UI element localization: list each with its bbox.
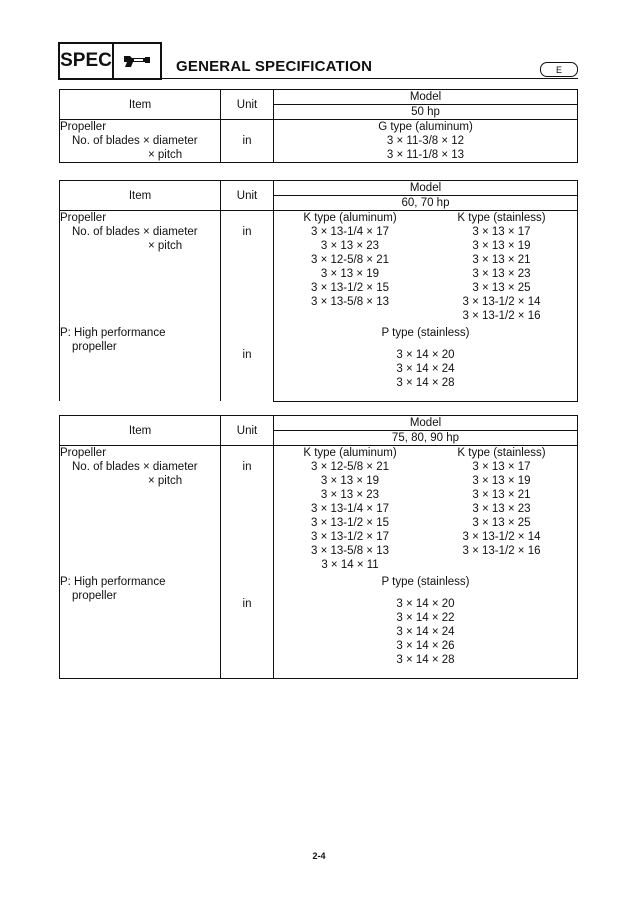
k-alu-value: 3 × 12-5/8 × 21: [310, 254, 389, 266]
p-unit-value: in: [242, 349, 252, 361]
k-alu-value: 3 × 13-5/8 × 13: [310, 296, 389, 308]
wrench-icon: [121, 52, 153, 70]
header-rule: [162, 78, 578, 79]
p-type-label: P type (stainless): [381, 576, 470, 588]
k-stain-value: 3 × 13 × 19: [472, 240, 531, 252]
p-unit-value: in: [242, 598, 252, 610]
k-stain-value: 3 × 13 × 23: [472, 503, 531, 515]
propeller-label: Propeller: [60, 447, 107, 459]
unit-cell: [221, 120, 274, 163]
g-type-label: G type (aluminum): [378, 121, 473, 133]
k-alu-value: 3 × 13-1/2 × 17: [310, 531, 389, 543]
unit-header: Unit: [221, 90, 274, 120]
model-value: 60, 70 hp: [274, 196, 578, 211]
k-stainless-column: [426, 211, 577, 323]
k-aluminum-column: [274, 446, 426, 572]
unit-value: in: [242, 461, 252, 473]
item-header: Item: [60, 416, 221, 446]
blades-label: No. of blades × diameter: [72, 226, 198, 238]
pitch-label: × pitch: [148, 240, 183, 252]
item-cell: [60, 211, 221, 402]
k-stain-value: 3 × 13-1/2 × 16: [462, 545, 541, 557]
item-cell: [60, 120, 221, 163]
page-header: [58, 42, 578, 82]
k-alu-value: 3 × 13 × 19: [320, 475, 380, 487]
model-header: Model: [274, 181, 578, 196]
pitch-label: × pitch: [148, 475, 183, 487]
hp-label-2: propeller: [72, 590, 117, 602]
k-stain-label: K type (stainless): [457, 447, 546, 459]
model-value: 50 hp: [274, 105, 578, 120]
k-alu-value: 3 × 13-5/8 × 13: [310, 545, 389, 557]
item-header: Item: [60, 181, 221, 211]
spec-table-50hp: [59, 89, 578, 163]
spec-table-60-70hp: [59, 180, 578, 402]
k-stain-value: 3 × 13 × 21: [472, 254, 531, 266]
propeller-label: Propeller: [60, 121, 107, 133]
model-value: 75, 80, 90 hp: [274, 431, 578, 446]
model-cell: [274, 446, 578, 679]
model-header: Model: [274, 90, 578, 105]
k-aluminum-column: [274, 211, 426, 323]
g-value: 3 × 11-3/8 × 12: [386, 135, 465, 147]
model-cell: [274, 211, 578, 402]
propeller-label: Propeller: [60, 212, 107, 224]
k-stain-value: 3 × 13 × 23: [472, 268, 531, 280]
unit-header: Unit: [221, 416, 274, 446]
k-alu-value: 3 × 13 × 23: [320, 240, 380, 252]
k-stain-value: 3 × 13 × 25: [472, 282, 531, 294]
k-alu-label: K type (aluminum): [303, 447, 397, 459]
k-alu-value: 3 × 13 × 23: [320, 489, 380, 501]
k-alu-value: 3 × 13-1/2 × 15: [310, 282, 389, 294]
unit-header: Unit: [221, 181, 274, 211]
model-cell: [274, 120, 578, 163]
p-value: 3 × 14 × 28: [396, 654, 455, 666]
k-stain-value: 3 × 13 × 17: [472, 461, 531, 473]
k-alu-value: 3 × 13 × 19: [320, 268, 380, 280]
unit-value: in: [242, 226, 252, 238]
blades-label: No. of blades × diameter: [72, 135, 198, 147]
k-alu-value: 3 × 12-5/8 × 21: [310, 461, 389, 473]
model-header: Model: [274, 416, 578, 431]
p-value: 3 × 14 × 26: [396, 640, 455, 652]
k-alu-value: 3 × 13-1/4 × 17: [310, 226, 389, 238]
k-stain-value: 3 × 13 × 25: [472, 517, 531, 529]
spec-label: SPEC: [58, 42, 114, 80]
k-stain-label: K type (stainless): [457, 212, 546, 224]
hp-label: P: High performance: [60, 576, 166, 588]
g-value: 3 × 11-1/8 × 13: [386, 149, 465, 161]
k-stain-value: 3 × 13-1/2 × 14: [462, 531, 541, 543]
p-value: 3 × 14 × 20: [396, 598, 455, 610]
p-value: 3 × 14 × 24: [396, 626, 455, 638]
pitch-label: × pitch: [148, 149, 183, 161]
p-value: 3 × 14 × 24: [396, 363, 455, 375]
k-stain-value: 3 × 13-1/2 × 14: [462, 296, 541, 308]
page-title: GENERAL SPECIFICATION: [176, 58, 373, 75]
hp-label: P: High performance: [60, 327, 166, 339]
hp-label-2: propeller: [72, 341, 117, 353]
unit-cell: [221, 446, 274, 679]
p-value: 3 × 14 × 22: [396, 612, 455, 624]
k-stain-value: 3 × 13-1/2 × 16: [462, 310, 541, 322]
k-alu-value: 3 × 13-1/4 × 17: [310, 503, 389, 515]
spec-table-75-80-90hp: [59, 415, 578, 679]
unit-value: in: [242, 135, 252, 147]
k-alu-label: K type (aluminum): [303, 212, 397, 224]
unit-cell: [221, 211, 274, 402]
p-value: 3 × 14 × 20: [396, 349, 455, 361]
k-alu-value: 3 × 13-1/2 × 15: [310, 517, 389, 529]
page-number: 2-4: [312, 851, 326, 861]
k-stainless-column: [426, 446, 577, 572]
k-alu-value: 3 × 14 × 11: [321, 559, 379, 571]
item-cell: [60, 446, 221, 679]
k-stain-value: 3 × 13 × 17: [472, 226, 531, 238]
item-header: Item: [60, 90, 221, 120]
p-type-label: P type (stainless): [381, 327, 470, 339]
spec-icon-box: [114, 42, 162, 80]
language-badge: E: [540, 62, 578, 77]
k-stain-value: 3 × 13 × 19: [472, 475, 531, 487]
blades-label: No. of blades × diameter: [72, 461, 198, 473]
k-stain-value: 3 × 13 × 21: [472, 489, 531, 501]
p-value: 3 × 14 × 28: [396, 377, 455, 389]
